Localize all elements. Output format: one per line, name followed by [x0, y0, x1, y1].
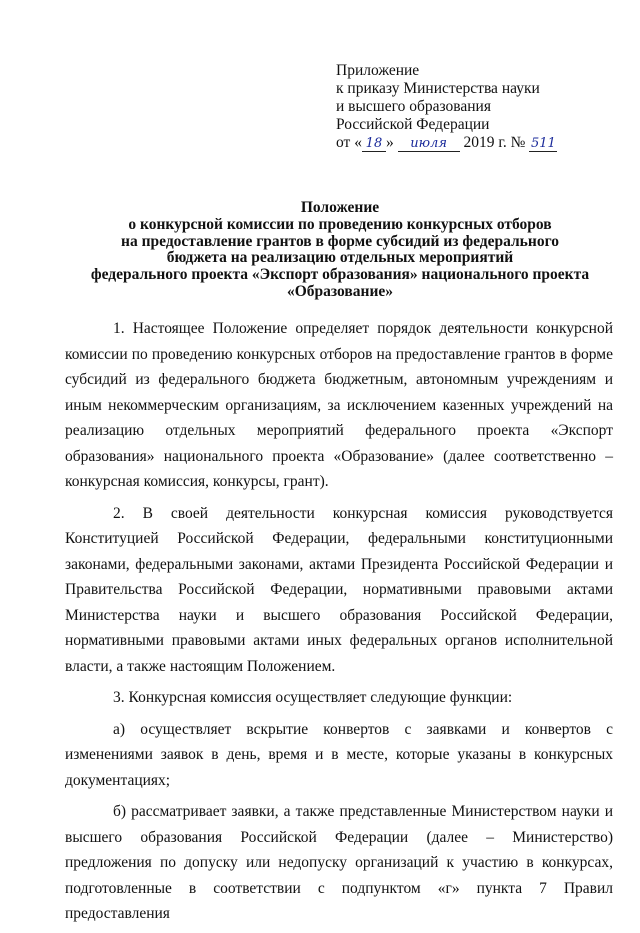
appendix-line: Приложение [336, 62, 420, 79]
appendix-date-line [336, 134, 557, 152]
appendix-header [336, 62, 557, 152]
paragraph-1: 1. Настоящее Положение определяет порядок деятельности конкурсной комиссии по проведению конкурсных отборов на предоставление грантов в форме субсидий из федерального бюджета бюджетным, автономным учреждениям и иным некоммерческим организациям, за исключением казенных учреждений на реализацию отдельных мероприятий федерального проекта «Экспорт образования» национального проекта «Образование» (далее соответственно – конкурсная комиссия, конкурсы, грант). [65, 320, 613, 490]
date-year: 2019 г. № [463, 134, 526, 151]
document-title [60, 200, 620, 301]
title-line: Положение [300, 199, 380, 216]
appendix-line: Российской Федерации [336, 116, 490, 133]
handwritten-day: 18 [362, 136, 386, 152]
date-mid: » [385, 134, 394, 151]
appendix-line: к приказу Министерства науки [336, 80, 540, 97]
title-line: на предоставление грантов в форме субсидий из федерального [121, 232, 559, 250]
paragraph-3a: а) осуществляет вскрытие конвертов с заявками и конвертов с изменениями заявок в день, время и в месте, которые указаны в конкурсных документациях; [65, 720, 613, 789]
appendix-line: и высшего образования [336, 98, 491, 115]
title-line: федерального проекта «Экспорт образования» национального проекта [90, 266, 590, 284]
title-line: о конкурсной комиссии по проведению конкурсных отборов [128, 215, 552, 233]
paragraph-2: 2. В своей деятельности конкурсная комиссия руководствуется Конституцией Российской Федерации, федеральными конституционными законами, федеральными законами, актами Президента Российской Федерации и Правительства Российской Федерации, нормативными правовыми актами Министерства науки и высшего образования Российской Федерации, нормативными правовыми актами иных федеральных органов исполнительной власти, а также настоящим Положением. [65, 504, 613, 675]
date-prefix: от « [336, 134, 362, 151]
document-body [65, 316, 613, 933]
handwritten-month: июля [398, 136, 460, 152]
handwritten-order-number: 511 [530, 136, 556, 151]
title-line: «Образование» [286, 282, 394, 300]
paragraph-3: 3. Конкурсная комиссия осуществляет следующие функции: [113, 689, 513, 706]
paragraph-3b: б) рассматривает заявки, а также представленные Министерством науки и высшего образования Российской Федерации (далее – Министерство) предложения по допуску или недопуску организаций к участию в конкурсах, подготовленные в соответствии с подпунктом «г» пункта 7 Правил предоставления [65, 803, 613, 922]
title-line: бюджета на реализацию отдельных мероприятий [166, 249, 514, 267]
